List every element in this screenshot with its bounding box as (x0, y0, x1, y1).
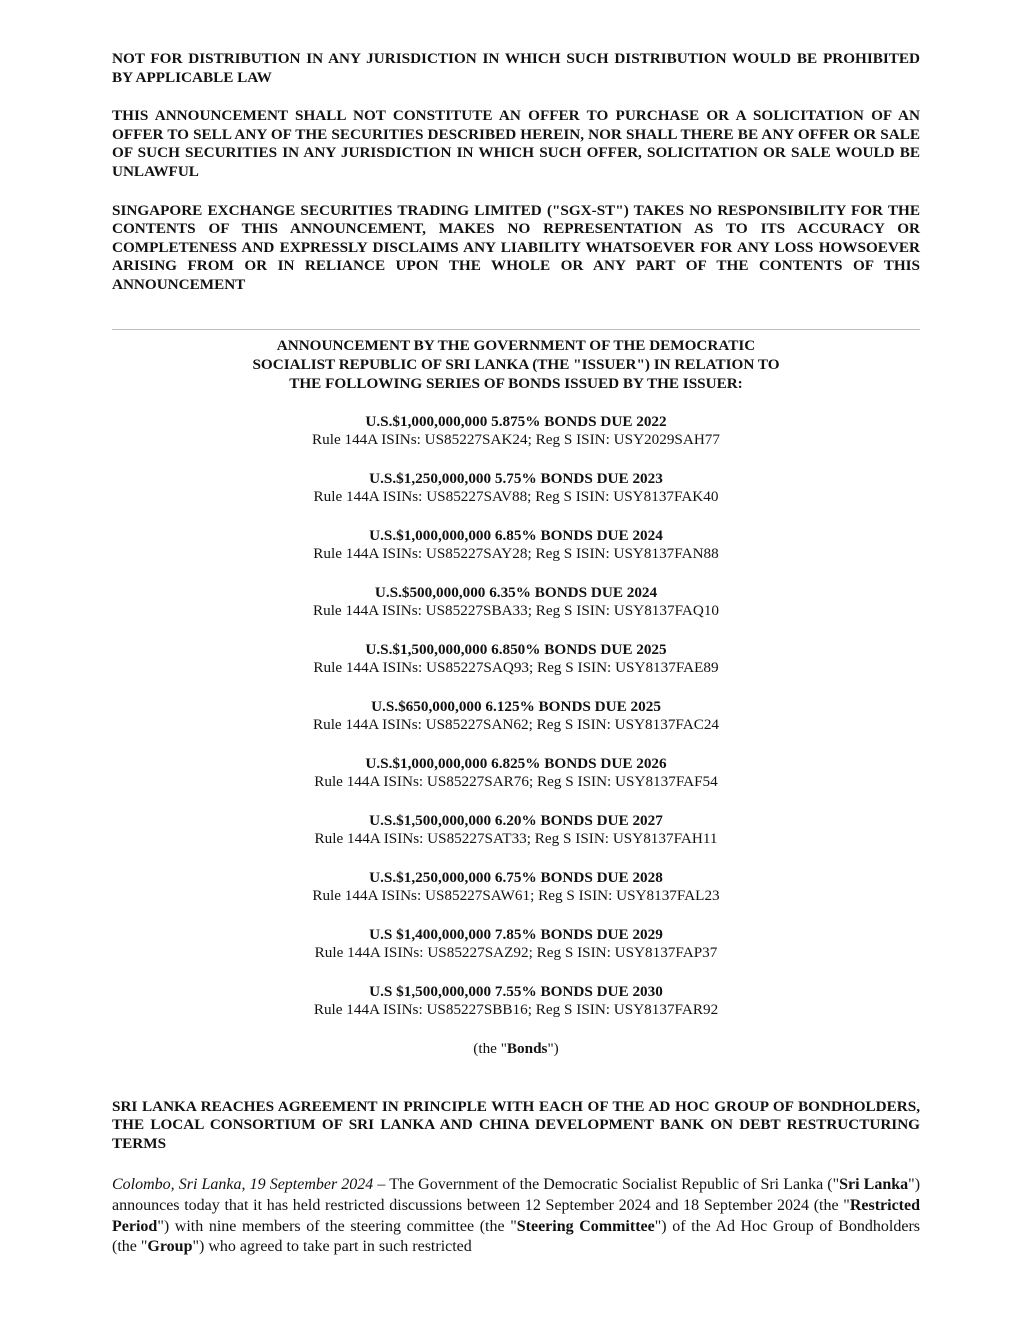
body-paragraph (112, 1175, 920, 1257)
press-headline: SRI LANKA REACHES AGREEMENT IN PRINCIPLE WITH EACH OF THE AD HOC GROUP OF BONDHOLDERS, THE LOCAL CONSORTIUM OF SRI LANKA AND CHINA DEVELOPMENT BANK ON DEBT RESTRUCTURING TERMS (112, 1097, 920, 1152)
bond-item (112, 755, 920, 791)
bond-name: U.S.$650,000,000 6.125% BONDS DUE 2025 (371, 697, 661, 715)
bonds-definition-term: Bonds (506, 1039, 548, 1057)
bond-name: U.S.$1,000,000,000 5.875% BONDS DUE 2022 (365, 412, 667, 430)
defined-term: Sri Lanka (839, 1176, 909, 1194)
defined-term: Restricted Period (112, 1196, 920, 1235)
body-text: ") with nine members of the steering committee (the " (157, 1217, 517, 1235)
body-text: The Government of the Democratic Socialist Republic of Sri Lanka (" (389, 1176, 840, 1194)
bond-isins: Rule 144A ISINs: US85227SAQ93; Reg S ISIN: USY8137FAE89 (313, 658, 719, 676)
bond-item (112, 413, 920, 449)
bond-name: U.S.$1,250,000,000 6.75% BONDS DUE 2028 (369, 868, 663, 886)
bonds-definition-prefix: (the " (473, 1039, 507, 1057)
bond-item (112, 527, 920, 563)
bond-item (112, 641, 920, 677)
distribution-notice: NOT FOR DISTRIBUTION IN ANY JURISDICTION IN WHICH SUCH DISTRIBUTION WOULD BE PROHIBITED BY APPLICABLE LAW (112, 50, 920, 86)
bond-isins: Rule 144A ISINs: US85227SAV88; Reg S ISIN: USY8137FAK40 (313, 487, 719, 505)
body-text: ") announces today that it has held restricted discussions between 12 September 2024 and 18 September 2024 (the " (112, 1176, 921, 1214)
bond-isins: Rule 144A ISINs: US85227SAZ92; Reg S ISIN: USY8137FAP37 (314, 943, 718, 961)
bond-name: U.S.$1,500,000,000 6.20% BONDS DUE 2027 (369, 811, 663, 829)
bond-item (112, 812, 920, 848)
dateline: Colombo, Sri Lanka, 19 September 2024 (112, 1176, 374, 1194)
document-page (112, 50, 920, 1274)
bond-item (112, 869, 920, 905)
bonds-definition-suffix: ") (547, 1039, 559, 1057)
bonds-definition (112, 1040, 920, 1058)
bond-isins: Rule 144A ISINs: US85227SAW61; Reg S ISIN: USY8137FAL23 (312, 886, 720, 904)
bond-name: U.S.$1,000,000,000 6.85% BONDS DUE 2024 (369, 526, 663, 544)
bond-item (112, 983, 920, 1019)
defined-term: Group (147, 1238, 193, 1256)
bond-name: U.S.$500,000,000 6.35% BONDS DUE 2024 (374, 583, 658, 601)
sgx-disclaimer-notice: SINGAPORE EXCHANGE SECURITIES TRADING LIMITED ("SGX-ST") TAKES NO RESPONSIBILITY FOR THE CONTENTS OF THIS ANNOUNCEMENT, MAKES NO REPRESENTATION AS TO ITS ACCURACY OR COMPLETENESS AND EXPRESSLY DISCLAIMS ANY LIABILITY WHATSOEVER FOR ANY LOSS HOWSOEVER ARISING FROM OR IN RELIANCE UPON THE WHOLE OR ANY PART OF THE CONTENTS OF THIS ANNOUNCEMENT (112, 201, 920, 293)
bond-name: U.S.$1,000,000,000 6.825% BONDS DUE 2026 (365, 754, 667, 772)
bond-isins: Rule 144A ISINs: US85227SAK24; Reg S ISIN: USY2029SAH77 (312, 430, 720, 448)
announcement-title: ANNOUNCEMENT BY THE GOVERNMENT OF THE DEMOCRATIC SOCIALIST REPUBLIC OF SRI LANKA (THE "ISSUER") IN RELATION TO THE FOLLOWING SERIES OF BONDS ISSUED BY THE ISSUER: (252, 336, 780, 392)
body-text: ") of the Ad Hoc Group of Bondholders (the " (112, 1217, 921, 1256)
bond-isins: Rule 144A ISINs: US85227SBA33; Reg S ISIN: USY8137FAQ10 (312, 601, 720, 619)
bond-isins: Rule 144A ISINs: US85227SBB16; Reg S ISIN: USY8137FAR92 (313, 1000, 719, 1018)
body-text: ") who agreed to take part in such restricted (192, 1238, 472, 1256)
bond-name: U.S $1,500,000,000 7.55% BONDS DUE 2030 (369, 982, 663, 1000)
section-divider (112, 329, 920, 330)
bond-name: U.S.$1,250,000,000 5.75% BONDS DUE 2023 (369, 469, 663, 487)
bond-list (112, 413, 920, 1019)
bond-isins: Rule 144A ISINs: US85227SAR76; Reg S ISIN: USY8137FAF54 (314, 772, 718, 790)
bond-isins: Rule 144A ISINs: US85227SAN62; Reg S ISIN: USY8137FAC24 (312, 715, 720, 733)
offer-notice: THIS ANNOUNCEMENT SHALL NOT CONSTITUTE AN OFFER TO PURCHASE OR A SOLICITATION OF AN OFFER TO SELL ANY OF THE SECURITIES DESCRIBED HEREIN, NOR SHALL THERE BE ANY OFFER OR SALE OF SUCH SECURITIES IN ANY JURISDICTION IN WHICH SUCH OFFER, SOLICITATION OR SALE WOULD BE UNLAWFUL (112, 107, 920, 180)
bond-item (112, 584, 920, 620)
dateline-dash: – (373, 1176, 390, 1194)
bond-name: U.S $1,400,000,000 7.85% BONDS DUE 2029 (369, 925, 663, 943)
bond-item (112, 926, 920, 962)
bond-name: U.S.$1,500,000,000 6.850% BONDS DUE 2025 (365, 640, 667, 658)
bond-item (112, 698, 920, 734)
bond-isins: Rule 144A ISINs: US85227SAT33; Reg S ISIN: USY8137FAH11 (314, 829, 718, 847)
defined-term: Steering Committee (516, 1217, 655, 1235)
bond-isins: Rule 144A ISINs: US85227SAY28; Reg S ISIN: USY8137FAN88 (313, 544, 719, 562)
bond-item (112, 470, 920, 506)
